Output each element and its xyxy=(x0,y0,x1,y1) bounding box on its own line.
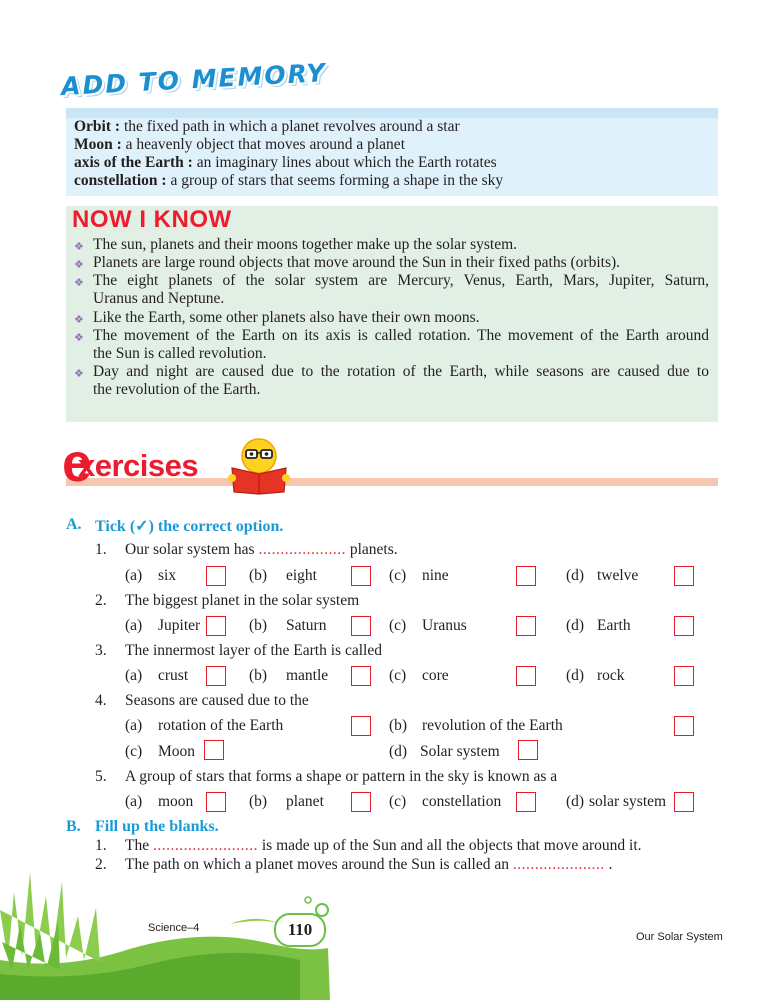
option-text: mantle xyxy=(286,667,329,684)
answer-checkbox[interactable] xyxy=(516,616,536,636)
option-text: rotation of the Earth xyxy=(158,717,284,734)
answer-checkbox[interactable] xyxy=(204,740,224,760)
answer-checkbox[interactable] xyxy=(516,792,536,812)
option-text: rock xyxy=(597,667,625,684)
question-number: 3. xyxy=(95,642,107,659)
option-label: (a) xyxy=(125,793,143,810)
memory-item: Moon : a heavenly object that moves around a planet xyxy=(74,136,405,153)
option-label: (b) xyxy=(389,717,408,734)
option-text: twelve xyxy=(597,567,639,584)
option-label: (a) xyxy=(125,567,143,584)
answer-checkbox[interactable] xyxy=(516,666,536,686)
question-text: Our solar system has .................... planets. xyxy=(125,541,398,558)
option-text: constellation xyxy=(422,793,502,810)
answer-checkbox[interactable] xyxy=(518,740,538,760)
option-label: (c) xyxy=(389,793,407,810)
option-label: (b) xyxy=(249,567,268,584)
option-text: revolution of the Earth xyxy=(422,717,563,734)
diamond-bullet-icon: ❖ xyxy=(74,259,84,271)
question-number: 1. xyxy=(95,541,107,558)
option-text: Jupiter xyxy=(158,617,201,634)
section-a-label: A. xyxy=(66,516,82,533)
memory-item: axis of the Earth : an imaginary lines about which the Earth rotates xyxy=(74,154,497,171)
option-text: planet xyxy=(286,793,324,810)
memory-item: Orbit : the fixed path in which a planet revolves around a star xyxy=(74,118,460,135)
question-number: 1. xyxy=(95,837,107,854)
option-label: (c) xyxy=(389,617,407,634)
section-b-label: B. xyxy=(66,818,81,835)
footer-book-title: Science–4 xyxy=(148,922,200,934)
option-text: six xyxy=(158,567,177,584)
option-label: (a) xyxy=(125,617,143,634)
option-label: (a) xyxy=(125,717,143,734)
answer-checkbox[interactable] xyxy=(351,716,371,736)
option-label: (d) xyxy=(566,567,585,584)
answer-checkbox[interactable] xyxy=(674,666,694,686)
option-label: (a) xyxy=(125,667,143,684)
diamond-bullet-icon: ❖ xyxy=(74,314,84,326)
exercises-title: xercises xyxy=(78,448,199,483)
answer-checkbox[interactable] xyxy=(351,616,371,636)
answer-checkbox[interactable] xyxy=(206,616,226,636)
diamond-bullet-icon: ❖ xyxy=(74,277,84,289)
option-label: (d) xyxy=(389,743,408,760)
option-text: Saturn xyxy=(286,617,327,634)
option-label: (b) xyxy=(249,667,268,684)
answer-checkbox[interactable] xyxy=(674,616,694,636)
question-text: Seasons are caused due to the xyxy=(125,692,309,709)
blank-field[interactable]: ..................... xyxy=(512,856,605,873)
memory-item: constellation : a group of stars that seems forming a shape in the sky xyxy=(74,172,504,189)
option-text: crust xyxy=(158,667,189,684)
memory-title: ADD TO MEMORY xyxy=(60,58,328,101)
option-text: Solar system xyxy=(420,743,500,760)
option-label: (b) xyxy=(249,617,268,634)
option-label: (c) xyxy=(389,667,407,684)
know-line: Like the Earth, some other planets also have their own moons. xyxy=(93,309,480,326)
know-line: Day and night are caused due to the rotation of the Earth, while seasons are caused due to xyxy=(93,363,709,380)
answer-checkbox[interactable] xyxy=(351,666,371,686)
option-text: moon xyxy=(158,793,194,810)
answer-checkbox[interactable] xyxy=(206,566,226,586)
option-label: (c) xyxy=(125,743,143,760)
know-line: the Sun is called revolution. xyxy=(93,345,267,362)
question-number: 2. xyxy=(95,592,107,609)
know-line: The movement of the Earth on its axis is called rotation. The movement of the Earth around xyxy=(93,327,709,344)
know-line: Uranus and Neptune. xyxy=(93,290,225,307)
answer-checkbox[interactable] xyxy=(206,792,226,812)
answer-checkbox[interactable] xyxy=(206,666,226,686)
fill-blank-question: The path on which a planet moves around the Sun is called an ..................... . xyxy=(125,856,613,873)
blank-field[interactable]: ........................ xyxy=(152,837,258,854)
question-number: 5. xyxy=(95,768,107,785)
question-text: The innermost layer of the Earth is called xyxy=(125,642,382,659)
option-text: Uranus xyxy=(422,617,467,634)
know-line: Planets are large round objects that move around the Sun in their fixed paths (orbits). xyxy=(93,254,621,271)
answer-checkbox[interactable] xyxy=(516,566,536,586)
know-line: The sun, planets and their moons together make up the solar system. xyxy=(93,236,518,253)
option-text: Earth xyxy=(597,617,631,634)
option-label: (d) xyxy=(566,793,585,810)
section-a-title: Tick (✓) the correct option. xyxy=(95,518,284,535)
option-label: (d) xyxy=(566,617,585,634)
know-line: The eight planets of the solar system are Mercury, Venus, Earth, Mars, Jupiter, Saturn, xyxy=(93,272,709,289)
option-text: eight xyxy=(286,567,317,584)
option-text: Moon xyxy=(158,743,196,760)
section-b-title: Fill up the blanks. xyxy=(95,818,219,835)
question-number: 4. xyxy=(95,692,107,709)
diamond-bullet-icon: ❖ xyxy=(74,332,84,344)
answer-checkbox[interactable] xyxy=(351,792,371,812)
fill-blank-question: The ........................ is made up of the Sun and all the objects that move around it. xyxy=(125,837,642,854)
option-text: core xyxy=(422,667,449,684)
option-label: (c) xyxy=(389,567,407,584)
answer-checkbox[interactable] xyxy=(674,716,694,736)
page-number: 110 xyxy=(274,913,326,947)
question-number: 2. xyxy=(95,856,107,873)
answer-checkbox[interactable] xyxy=(674,566,694,586)
know-title: NOW I KNOW xyxy=(72,206,232,233)
answer-checkbox[interactable] xyxy=(674,792,694,812)
diamond-bullet-icon: ❖ xyxy=(74,241,84,253)
know-line: the revolution of the Earth. xyxy=(93,381,261,398)
option-text: nine xyxy=(422,567,449,584)
option-label: (b) xyxy=(249,793,268,810)
answer-checkbox[interactable] xyxy=(351,566,371,586)
footer-chapter-title: Our Solar System xyxy=(636,931,723,943)
exercises-logo-e: e xyxy=(62,433,93,493)
question-text: The biggest planet in the solar system xyxy=(125,592,360,609)
reading-smiley-icon xyxy=(224,436,294,496)
diamond-bullet-icon: ❖ xyxy=(74,368,84,380)
question-text: A group of stars that forms a shape or pattern in the sky is known as a xyxy=(125,768,558,785)
option-text: solar system xyxy=(589,793,667,810)
option-label: (d) xyxy=(566,667,585,684)
